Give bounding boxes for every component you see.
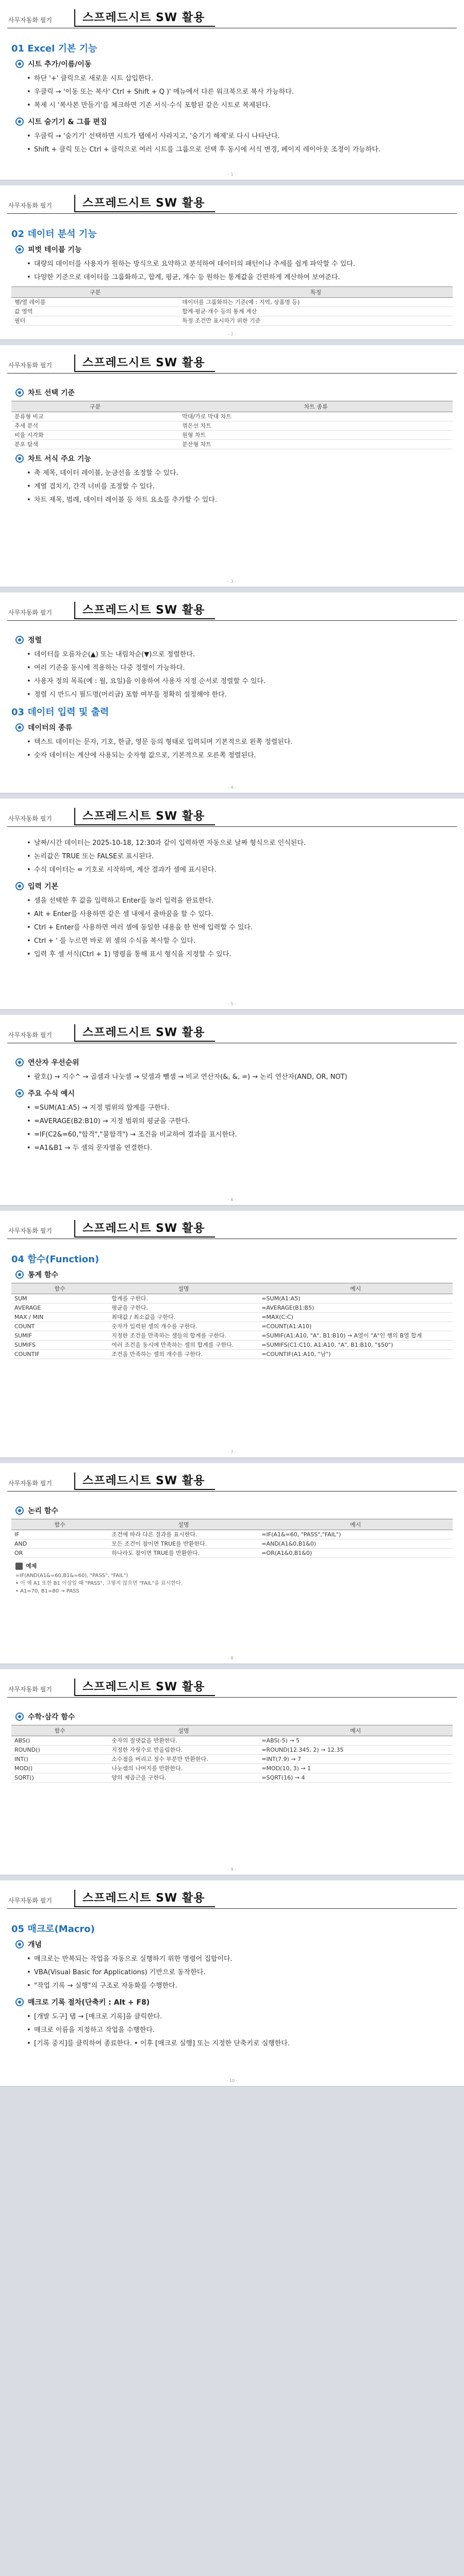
column-header: 예시 [258,1519,453,1530]
header-rule [7,620,457,621]
table-row [11,1736,453,1745]
page-header [0,1463,464,1496]
table-cell: IF [11,1530,108,1539]
subsection-heading [15,1505,453,1516]
header-rule [7,213,457,214]
list-item: • 괄호() → 지수^ → 곱셈과 나눗셈 → 덧셈과 뺄셈 → 비교 연산자(&, &, =) → 논리 연산자(AND, OR, NOT) [27,1071,453,1084]
section-title: 03 데이터 입력 및 출력 [11,707,109,718]
table-cell: 특정 조건만 표시하기 위한 기준 [179,316,453,326]
table-row [11,1530,453,1539]
table-cell: COUNTIF [11,1350,108,1359]
note-line: =IF(AND(A1&=60,B1&=60), "PASS", "FAIL") [15,1573,128,1579]
bullet-list [27,2010,453,2050]
page-body [0,218,464,326]
table-cell: ROUND() [11,1745,108,1755]
subsection-title: 연산자 우선순위 [28,1059,79,1067]
page-8 [0,1463,464,1664]
page-3 [0,345,464,587]
header-rule [7,1697,457,1698]
page-1 [0,0,464,180]
page-10 [0,1880,464,2087]
list-item: • 데이터를 오름차순(▲) 또는 내림차순(▼)으로 정렬한다. [27,648,453,662]
list-item: • 대량의 데이터를 사용자가 원하는 방식으로 요약하고 분석하여 데이터의 패턴이나 추세를 쉽게 파악할 수 있다. [27,258,453,271]
table-cell: =AND(A1&0,B1&0) [258,1539,453,1549]
list-item: • Ctrl + Enter를 사용하면 여러 셀에 동일한 내용을 한 번에 입력할 수 있다. [27,921,453,935]
subsection-title: 매크로 기록 절차(단축키 : Alt + F8) [28,1998,150,2007]
target-icon [15,1089,24,1097]
subsection-title: 주요 수식 예시 [28,1090,75,1098]
list-item: • 사용자 정의 목록(예 : 월, 요일)을 이용하여 사용자 지정 순서로 정렬할 수 있다. [27,675,453,688]
page-body [0,625,464,762]
table-cell: =SUMIF(A1:A10, "A", B1:B10) → A열이 "A"인 행의 B열 합계 [258,1331,453,1341]
header-rule [7,373,457,374]
note-line: • A1=70, B1=80 → PASS [15,1588,79,1594]
table-cell: OR [11,1549,108,1558]
header-title: 스프레드시트 SW 활용 [74,1679,215,1696]
table-cell: 여러 조건을 동시에 만족하는 셀의 합계를 구한다. [108,1341,258,1350]
page-number: - 6 - [228,1197,236,1202]
table-row [11,1745,453,1755]
table-cell: =AVERAGE(B1:B5) [258,1303,453,1313]
table-cell: MAX / MIN [11,1313,108,1322]
list-item: • 축 제목, 데이터 레이블, 눈금선을 조정할 수 있다. [27,467,453,480]
table-cell: 비율 시각화 [11,431,179,440]
page-5 [0,799,464,1010]
target-icon [15,1713,24,1721]
target-icon [15,388,24,397]
list-item: • 차트 제목, 범례, 데이터 레이블 등 차트 요소를 추가할 수 있다. [27,494,453,507]
note-title: 예제 [26,1563,37,1569]
table-row [11,1539,453,1549]
header-title: 스프레드시트 SW 활용 [74,1220,215,1238]
subsection-heading [15,1088,453,1098]
list-item: • 우클릭 → '숨기기' 선택하면 시트가 탭에서 사라지고, '숨기기 해제'로 다시 나타난다. [27,130,453,143]
subsection-heading [15,1939,453,1950]
table-cell: =IF(A1&=60, "PASS","FAIL") [258,1530,453,1539]
list-item: • 입력 후 셀 서식(Ctrl + 1) 명령을 통해 표시 형식을 지정할 수 있다. [27,948,453,961]
subsection-title: 개념 [28,1941,42,1949]
header-subject: 사무자동화 필기 [8,815,52,822]
page-body [0,1496,464,1595]
table-cell: 지정한 자릿수로 반올림한다. [108,1745,258,1755]
page-7 [0,1211,464,1458]
list-item: • "작업 기록 → 실행"의 구조로 자동화를 수행한다. [27,1979,453,1993]
target-icon [15,1506,24,1515]
table-cell: 분포 탐색 [11,440,179,449]
table-header-row [11,401,453,412]
subsection-heading [15,635,453,645]
subsection-title: 수학·삼각 함수 [28,1713,75,1721]
table-row [11,307,453,316]
target-icon [15,117,24,126]
table-row [11,421,453,431]
table-cell: 데이터를 그룹화하는 기준(예 : 지역, 상품명 등) [179,298,453,307]
subsection-title: 입력 기본 [28,883,58,891]
list-item: • 숫자 데이터는 계산에 사용되는 숫자형 값으로, 기본적으로 오른쪽 정렬된다. [27,749,453,762]
table-cell: 모든 조건이 참이면 TRUE를 반환한다. [108,1539,258,1549]
page-number: - 9 - [228,1867,236,1872]
page-body [0,378,464,507]
table-cell: =INT(7.9) → 7 [258,1755,453,1764]
page-2 [0,185,464,340]
list-item: • 계열 겹치기, 간격 너비를 조정할 수 있다. [27,480,453,494]
column-header: 함수 [11,1519,108,1530]
list-item: • VBA(Visual Basic for Applications) 기반으로 동작한다. [27,1966,453,1979]
list-item: • Ctrl + ' 를 누르면 바로 위 셀의 수식을 복사할 수 있다. [27,935,453,948]
table-cell: =SQRT(16) → 4 [258,1773,453,1783]
table-cell: AVERAGE [11,1303,108,1313]
page-6 [0,1015,464,1206]
page-body [0,832,464,961]
list-item: • =SUM(A1:A5) → 지정 범위의 합계를 구한다. [27,1101,453,1115]
table-cell: 필터 [11,316,179,326]
table-cell: 하나라도 참이면 TRUE를 반환한다. [108,1549,258,1558]
table-row [11,1764,453,1773]
bullet-list [27,648,453,702]
bullet-list [27,837,453,877]
header-title: 스프레드시트 SW 활용 [74,1890,215,1907]
page-body [0,1244,464,1359]
column-header: 함수 [11,1283,108,1294]
table-cell: 숫자의 절댓값을 반환한다. [108,1736,258,1745]
subsection-title: 차트 선택 기준 [28,389,75,397]
table-row [11,1313,453,1322]
target-icon [15,245,24,253]
list-item: • 매크로는 반복되는 작업을 자동으로 실행하기 위한 명령어 집합이다. [27,1953,453,1966]
table-cell: 분산형 차트 [179,440,453,449]
page-body [0,1702,464,1783]
table-row [11,1773,453,1783]
table-cell: =ROUND(12.345, 2) → 12.35 [258,1745,453,1755]
subsection-title: 통계 함수 [28,1271,58,1279]
column-header: 특징 [179,287,453,298]
header-title: 스프레드시트 SW 활용 [74,1472,215,1490]
header-title: 스프레드시트 SW 활용 [74,602,215,619]
subsection-heading [15,1997,453,2007]
data-table [11,286,453,326]
page-header [0,0,464,33]
page-header [0,185,464,218]
note-icon [15,1563,23,1570]
subsection-title: 데이터의 종류 [28,724,73,732]
column-header: 예시 [258,1725,453,1736]
table-cell: ABS() [11,1736,108,1745]
header-subject: 사무자동화 필기 [8,609,52,616]
table-cell: 숫자가 입력된 셀의 개수를 구한다. [108,1322,258,1331]
list-item: • 논리값은 TRUE 또는 FALSE로 표시된다. [27,850,453,863]
section-title: 02 데이터 분석 기능 [11,229,97,240]
table-cell: 평균을 구한다. [108,1303,258,1313]
page-header [0,799,464,832]
list-item: • =A1&B1 → 두 셀의 문자열을 연결한다. [27,1142,453,1155]
page-number: - 7 - [228,1450,236,1454]
header-rule [7,826,457,827]
column-header: 구분 [11,287,179,298]
target-icon [15,1940,24,1948]
header-subject: 사무자동화 필기 [8,362,52,369]
page-number: - 4 - [228,785,236,790]
list-item: • 정렬 시 반드시 필드명(머리글) 포함 여부를 정확히 설정해야 한다. [27,688,453,702]
page-number: - 8 - [228,1656,236,1660]
table-cell: SUMIF [11,1331,108,1341]
table-cell: SUM [11,1294,108,1303]
list-item: • 텍스트 데이터는 문자, 기호, 한글, 영문 등의 형태로 입력되며 기본적으로 왼쪽 정렬된다. [27,736,453,749]
table-header-row [11,287,453,298]
subsection-heading [15,244,453,255]
header-title: 스프레드시트 SW 활용 [74,1024,215,1042]
example-note [15,1562,453,1595]
table-cell: 막대/가로 막대 차트 [179,412,453,421]
subsection-heading [15,881,453,891]
header-rule [7,1908,457,1909]
subsection-heading [15,387,453,398]
table-cell: 나눗셈의 나머지를 반환한다. [108,1764,258,1773]
table-cell: =COUNTIF(A1:A10, "남") [258,1350,453,1359]
page-body [0,1048,464,1155]
data-table [11,1519,453,1558]
list-item: • [기록 중지]를 클릭하여 종료한다. • 이후 [매크로 실행] 또는 지정한 단축키로 실행한다. [27,2037,453,2050]
bullet-list [27,894,453,961]
table-row [11,412,453,421]
list-item: • 수식 데이터는 = 기호로 시작하며, 계산 결과가 셀에 표시된다. [27,863,453,877]
table-row [11,431,453,440]
page-body [0,33,464,157]
target-icon [15,723,24,732]
subsection-heading [15,1269,453,1280]
table-cell: AND [11,1539,108,1549]
table-cell: =OR(A1&0,B1&0) [258,1549,453,1558]
header-title: 스프레드시트 SW 활용 [74,195,215,212]
header-title: 스프레드시트 SW 활용 [74,354,215,372]
section-title: 04 함수(Function) [11,1254,100,1265]
subsection-heading [15,116,453,127]
table-cell: 합계·평균·개수 등의 통계 계산 [179,307,453,316]
column-header: 설명 [108,1283,258,1294]
bullet-list [27,736,453,762]
table-cell: =COUNT(A1:A10) [258,1322,453,1331]
target-icon [15,1270,24,1279]
page-header [0,1015,464,1048]
target-icon [15,60,24,68]
page-number: - 10 - [226,2078,238,2083]
table-row [11,316,453,326]
subsection-heading [15,1711,453,1722]
page-number: - 1 - [228,172,236,177]
subsection-heading [15,722,453,733]
list-item: • =AVERAGE(B2:B10) → 지정 범위의 평균을 구한다. [27,1115,453,1128]
page-header [0,1880,464,1913]
table-cell: INT() [11,1755,108,1764]
table-row [11,1755,453,1764]
page-4 [0,592,464,793]
header-subject: 사무자동화 필기 [8,202,52,209]
table-cell: 값 영역 [11,307,179,316]
column-header: 차트 종류 [179,401,453,412]
column-header: 설명 [108,1725,258,1736]
list-item: • 셀을 선택한 후 값을 입력하고 Enter를 눌러 입력을 완료한다. [27,894,453,908]
list-item: • 하단 '+' 클릭으로 새로운 시트 삽입한다. [27,72,453,86]
table-cell: SQRT() [11,1773,108,1783]
column-header: 함수 [11,1725,108,1736]
subsection-title: 논리 함수 [28,1507,58,1515]
header-subject: 사무자동화 필기 [8,1031,52,1039]
table-cell: 합계를 구한다. [108,1294,258,1303]
page-number: - 2 - [228,332,236,336]
page-header [0,592,464,625]
list-item: • 날짜/시간 데이터는 2025-10-18, 12:30과 같이 입력하면 자동으로 날짜 형식으로 인식된다. [27,837,453,850]
table-cell: 양의 제곱근을 구한다. [108,1773,258,1783]
list-item: • 우클릭 → '이동 또는 복사' Ctrl + Shift + Q )' 메뉴에서 다른 워크북으로 복사 가능하다. [27,86,453,99]
data-table [11,1725,453,1783]
table-cell: 행/열 레이블 [11,298,179,307]
table-cell: 조건을 만족하는 셀의 개수를 구한다. [108,1350,258,1359]
table-cell: 추세 분석 [11,421,179,431]
table-cell: =ABS(-5) → 5 [258,1736,453,1745]
subsection-heading [15,453,453,464]
header-subject: 사무자동화 필기 [8,1227,52,1234]
bullet-list [27,1953,453,1993]
page-9 [0,1669,464,1875]
list-item: • [개발 도구] 탭 → [매크로 기록]을 클릭한다. [27,2010,453,2024]
page-number: - 5 - [228,1002,236,1006]
page-body [0,1913,464,2050]
list-item: • 복제 시 '복사본 만들기'를 체크하면 기존 서식·수식 포함된 같은 시트로 복제된다. [27,99,453,112]
table-row [11,1294,453,1303]
table-header-row [11,1725,453,1736]
table-header-row [11,1519,453,1530]
header-title: 스프레드시트 SW 활용 [74,9,215,27]
page-header [0,1669,464,1702]
section-title: 05 매크로(Macro) [11,1924,95,1935]
bullet-list [27,467,453,507]
target-icon [15,454,24,463]
table-cell: 분류형 비교 [11,412,179,421]
subsection-title: 피벗 테이블 기능 [28,246,82,254]
table-row [11,440,453,449]
table-cell: =MOD(10, 3) → 1 [258,1764,453,1773]
header-title: 스프레드시트 SW 활용 [74,808,215,825]
list-item: • =IF(C2&=60,"합격","불합격") → 조건을 비교하여 결과를 표시한다. [27,1128,453,1142]
list-item: • Alt + Enter를 사용하면 같은 셀 내에서 줄바꿈을 할 수 있다. [27,908,453,921]
table-cell: 조건에 따라 다른 결과를 표시한다. [108,1530,258,1539]
subsection-heading [15,59,453,69]
list-item: • 다양한 기준으로 데이터를 그룹화하고, 합계, 평균, 개수 등 원하는 통계값을 간편하게 계산하여 보여준다. [27,271,453,284]
table-cell: 소수점을 버리고 정수 부분만 반환한다. [108,1755,258,1764]
header-rule [7,1491,457,1492]
target-icon [15,1998,24,2006]
table-row [11,298,453,307]
table-row [11,1322,453,1331]
subsection-title: 시트 추가/이름/이동 [28,60,92,69]
table-cell: SUMIFS [11,1341,108,1350]
subsection-title: 차트 서식 주요 기능 [28,455,91,463]
list-item: • 매크로 이름을 지정하고 작업을 수행한다. [27,2024,453,2037]
bullet-list [27,1071,453,1084]
bullet-list [27,72,453,112]
header-subject: 사무자동화 필기 [8,16,52,24]
subsection-title: 시트 숨기기 & 그룹 편집 [28,118,107,126]
table-cell: 꺾은선 차트 [179,421,453,431]
header-subject: 사무자동화 필기 [8,1897,52,1904]
table-row [11,1341,453,1350]
page-header [0,1211,464,1244]
table-row [11,1350,453,1359]
bullet-list [27,1101,453,1155]
target-icon [15,1058,24,1066]
header-subject: 사무자동화 필기 [8,1686,52,1693]
table-header-row [11,1283,453,1294]
table-row [11,1331,453,1341]
section-title: 01 Excel 기본 기능 [11,43,97,54]
table-cell: 지정한 조건을 만족하는 셀들의 합계를 구한다. [108,1331,258,1341]
subsection-heading [15,1057,453,1067]
note-heading [15,1562,453,1570]
list-item: • Shift + 클릭 또는 Ctrl + 클릭으로 여러 시트를 그룹으로 선택 후 동시에 서식 변경, 페이지 레이아웃 조정이 가능하다. [27,143,453,157]
data-table [11,401,453,449]
table-row [11,1549,453,1558]
bullet-list [27,130,453,157]
table-row [11,1303,453,1313]
header-subject: 사무자동화 필기 [8,1480,52,1487]
table-cell: =MAX(C:C) [258,1313,453,1322]
table-cell: MOD() [11,1764,108,1773]
list-item: • 여러 기준을 동시에 적용하는 다중 정렬이 가능하다. [27,662,453,675]
table-cell: 원형 차트 [179,431,453,440]
table-cell: 최대값 / 최소값을 구한다. [108,1313,258,1322]
column-header: 예시 [258,1283,453,1294]
table-cell: =SUM(A1:A5) [258,1294,453,1303]
column-header: 구분 [11,401,179,412]
bullet-list [27,258,453,284]
note-line: • 이 예 A1 또한 B1 이상일 때 "PASS", 그렇지 않으면 "FAIL"을 표시한다. [15,1581,183,1586]
table-cell: =SUMIFS(C1:C10, A1:A10, "A", B1:B10, "$50") [258,1341,453,1350]
target-icon [15,882,24,890]
data-table [11,1283,453,1359]
column-header: 설명 [108,1519,258,1530]
page-number: - 3 - [228,579,236,584]
subsection-title: 정렬 [28,636,42,645]
target-icon [15,636,24,644]
table-cell: COUNT [11,1322,108,1331]
page-header [0,345,464,378]
